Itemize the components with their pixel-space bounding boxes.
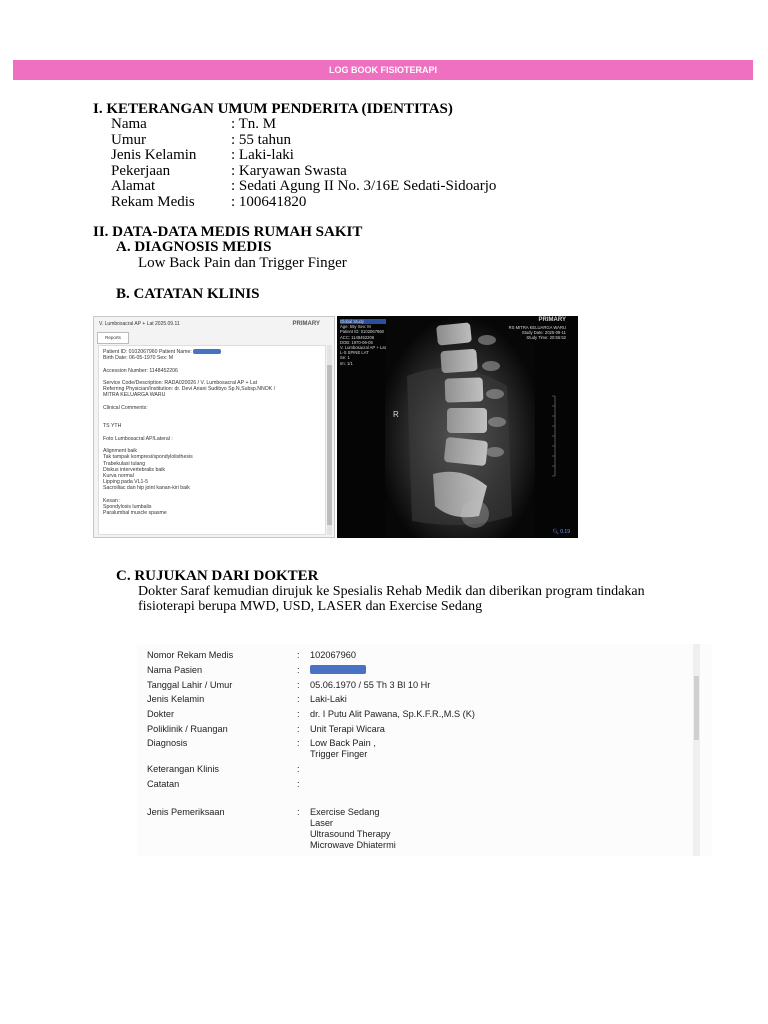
referral-text-line-2: fisioterapi berupa MWD, USD, LASER dan Exercise Sedang [138,599,483,614]
referral-value-line: dr. I Putu Alit Pawana, Sp.K.F.R.,M.S (K) [310,709,475,719]
report-line-text: Trabekulasi tulang [103,460,146,467]
referral-key: Nama Pasien [147,665,203,675]
redacted-patient-name [193,349,221,354]
referral-value [310,738,376,760]
referral-key: Nomor Rekam Medis [147,650,234,660]
identity-row [111,195,611,211]
referral-value [310,694,347,705]
report-text-area[interactable] [98,345,326,535]
xray-info-line: Im: 1/1 [340,360,353,366]
referral-value-line: Low Back Pain , [310,738,376,748]
report-line-text: Paralumbal muscle spasme [103,510,167,517]
referral-info-panel [137,644,712,856]
identity-label: Nama [111,116,147,132]
identity-value: : Sedati Agung II No. 3/16E Sedati-Sidoarjo [231,178,497,194]
identity-value: : Karyawan Swasta [231,162,347,179]
report-line-text: Referring Physician/Institution: dr. Devi Ariani Sudibyo Sp.N,Subsp.NNOK / [103,386,276,393]
referral-colon: : [297,779,300,789]
report-line-text: Clinical Comments: [103,404,148,411]
referral-colon: : [297,694,300,704]
diagnosis-title: A. DIAGNOSIS MEDIS [116,239,272,255]
report-line-text: Accession Number: 1148452206 [103,367,178,374]
clinical-notes-title: B. CATATAN KLINIS [116,286,260,302]
report-primary-label: PRIMARY [292,321,320,327]
referral-value-line: Exercise Sedang [310,807,380,817]
referral-value-line: 102067960 [310,650,356,660]
identity-table [111,117,611,210]
section-medical-title: II. DATA-DATA MEDIS RUMAH SAKIT [93,224,363,240]
report-line [103,510,321,516]
redacted-patient-name [310,665,366,674]
referral-colon: : [297,650,300,660]
xray-info-line: DOB: 1970-06-05 [340,339,373,345]
section-identity-title: I. KETERANGAN UMUM PENDERITA (IDENTITAS) [93,101,453,117]
xray-study-line: Study Date: 2025-09-11 [521,330,566,336]
xray-patient-info [340,319,386,366]
referral-colon: : [297,665,300,675]
referral-key: Diagnosis [147,738,188,748]
identity-row [111,133,611,149]
xray-info-line: Patient ID: 0102067960 [340,329,385,335]
referral-colon: : [297,764,300,774]
referral-value-line: 05.06.1970 / 55 Th 3 Bl 10 Hr [310,680,431,690]
identity-value: : 100641820 [231,193,307,210]
referral-colon: : [297,738,300,748]
report-line-text: Sacroiliac dan hip joint kanan-kiri baik [103,485,190,492]
xray-study-line: Study Time: 20:55:52 [526,335,566,341]
referral-colon: : [297,680,300,690]
referral-value [310,724,385,735]
report-line-text: TS YTH [103,423,122,430]
referral-key: Keterangan Klinis [147,764,220,774]
report-study-title: V. Lumbosacral AP + Lat 2025.09.11 [99,321,180,327]
report-line-text: Diskus intervertebralis baik [103,466,165,473]
identity-value: : Laki-laki [231,147,294,163]
xray-side-marker: R [393,410,399,419]
xray-info-line: Global Study [340,319,386,324]
identity-label: Rekam Medis [111,193,195,210]
referral-title: C. RUJUKAN DARI DOKTER [116,568,319,584]
referral-key: Tanggal Lahir / Umur [147,680,233,690]
report-scroll-thumb[interactable] [327,365,332,525]
referral-key: Jenis Pemeriksaan [147,807,225,817]
xray-zoom-value: 0.19 [560,528,570,535]
report-header [94,317,334,331]
referral-key: Poliklinik / Ruangan [147,724,228,734]
xray-info-line: L-S SPINE LAT [340,350,369,356]
referral-value-line: Ultrasound Therapy [310,829,391,839]
referral-value [310,665,366,677]
identity-row [111,164,611,180]
referral-value-line: Microwave Dhiatermi [310,840,396,850]
diagnosis-text: Low Back Pain dan Trigger Finger [138,255,347,271]
report-line-text: Tak tampak kompresi/spondylolisthesis [103,454,193,461]
referral-key: Catatan [147,779,180,789]
logbook-header: LOG BOOK FISIOTERAPI [13,60,753,80]
xray-primary-label: PRIMARY [538,317,566,323]
info-scroll-thumb[interactable] [694,676,699,740]
referral-colon: : [297,724,300,734]
referral-colon: : [297,709,300,719]
report-line-text: Lipping pada VL1-5 [103,479,148,486]
referral-value [310,650,356,661]
referral-value [310,807,396,851]
xray-info-line: ACC: 1148452206 [340,334,375,340]
identity-label: Umur [111,131,146,148]
xray-study-line: RS MITRA KELUARGA WARU [508,325,566,330]
identity-value: : 55 tahun [231,131,291,148]
referral-value-line: Laser [310,818,333,828]
referral-text-line-1: Dokter Saraf kemudian dirujuk ke Spesialis Rehab Medik dan diberikan program tindakan [138,584,645,599]
referral-value [310,680,430,691]
referral-value [310,709,475,720]
identity-row [111,117,611,133]
info-scrollbar[interactable] [693,644,700,856]
identity-label: Alamat [111,178,156,194]
tab-reports[interactable]: Reports [97,332,129,344]
referral-key: Jenis Kelamin [147,694,205,704]
referral-value-line: Laki-Laki [310,694,347,704]
xray-info-line: Age: 55y Sex: M [340,324,371,330]
identity-row [111,148,611,164]
identity-row [111,179,611,195]
report-line-text: Kurva normal [103,473,134,480]
radiology-report-panel [93,316,335,538]
referral-colon: : [297,807,300,817]
referral-value-line: Trigger Finger [310,749,368,759]
report-line-text: Birth Date: 06-05-1970 Sex: M [103,355,174,362]
referral-value-line: Unit Terapi Wicara [310,724,385,734]
report-line-text: Foto Lumbosacral AP/Lateral : [103,435,173,442]
magnifier-icon: 🔍︎ [552,528,559,535]
report-line-text: Service Code/Description: RADA020026 / V. Lumbosacral AP + Lat [103,380,258,387]
report-line-text: Patient ID: 0102067960 Patient Name: [103,349,192,355]
report-line-text: Alignment baik [103,448,138,455]
identity-label: Jenis Kelamin [111,147,197,163]
xray-study-info [509,325,566,341]
referral-key: Dokter [147,709,175,719]
report-line-text: Spondylosis lumbalis [103,504,152,511]
xray-viewer[interactable] [337,316,578,538]
report-line-text: MITRA KELUARGA WARU [103,392,166,399]
identity-value: : Tn. M [231,116,277,132]
report-scrollbar[interactable] [327,345,332,535]
identity-label: Pekerjaan [111,162,171,179]
xray-info-line: Se: 1 [340,355,350,361]
xray-zoom-readout[interactable] [553,530,570,535]
xray-info-line: V. Lumbosacral AP + Lat [340,345,386,351]
report-line-text: Kesan : [103,497,121,504]
